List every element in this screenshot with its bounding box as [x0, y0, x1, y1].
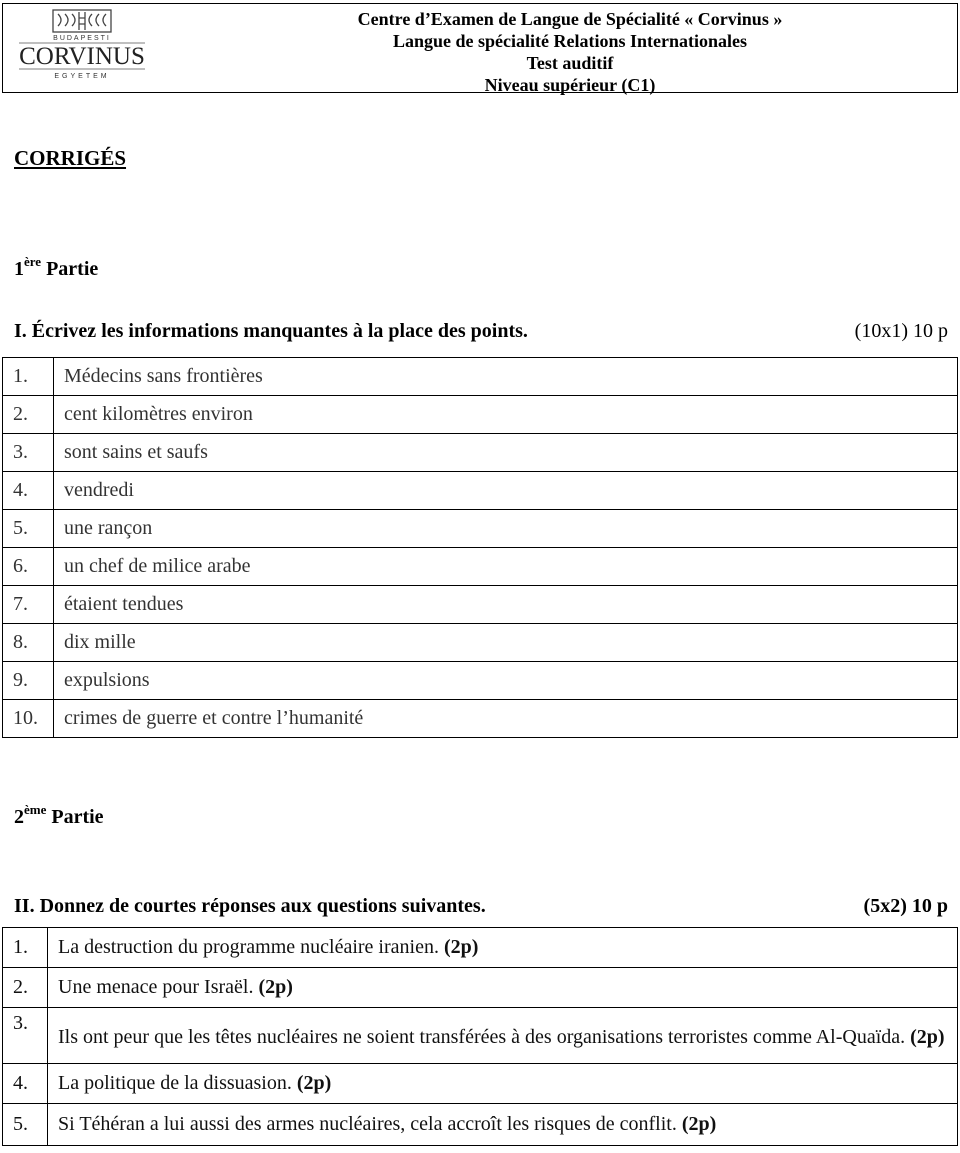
answer-text: Une menace pour Israël. [58, 976, 254, 998]
answer-score: (2p) [443, 936, 479, 958]
item-number: 3. [3, 1008, 48, 1064]
header-line-level: Niveau supérieur (C1) [484, 75, 656, 95]
item-answer [48, 928, 958, 968]
part-1-label: Partie [46, 258, 99, 280]
section-1-heading [14, 320, 948, 343]
section-1-points: (10x1) 10 p [854, 320, 948, 342]
part-2-number: 2 [14, 806, 24, 828]
item-answer: expulsions [54, 662, 958, 700]
item-number: 4. [3, 1064, 48, 1104]
item-number: 1. [3, 358, 54, 396]
item-number: 10. [3, 700, 54, 738]
item-answer [48, 968, 958, 1008]
table-row [3, 434, 958, 472]
item-answer: un chef de milice arabe [54, 548, 958, 586]
section-2-points: (5x2) 10 p [863, 895, 948, 917]
header-line-language: Langue de spécialité Relations Internationales [393, 31, 747, 51]
table-row [3, 1104, 958, 1146]
table-row [3, 396, 958, 434]
item-answer [48, 1104, 958, 1146]
item-answer: cent kilomètres environ [54, 396, 958, 434]
part-2-suffix: ème [24, 802, 47, 817]
item-number: 6. [3, 548, 54, 586]
item-number: 5. [3, 1104, 48, 1146]
item-answer: crimes de guerre et contre l’humanité [54, 700, 958, 738]
answers-table-2 [2, 927, 958, 1146]
part-1-suffix: ère [24, 254, 42, 269]
header-line-test: Test auditif [526, 53, 614, 73]
item-answer: sont sains et saufs [54, 434, 958, 472]
answer-text: Si Téhéran a lui aussi des armes nucléaires, cela accroît les risques de conflit. [58, 1113, 677, 1135]
table-row [3, 472, 958, 510]
table-row [3, 548, 958, 586]
item-number: 5. [3, 510, 54, 548]
item-number: 9. [3, 662, 54, 700]
logo-top-text: BUDAPESTI [53, 35, 111, 42]
answer-score: (2p) [296, 1072, 332, 1094]
part-2-heading [14, 802, 104, 829]
section-1-title: I. Écrivez les informations manquantes à la place des points. [14, 320, 528, 342]
table-row [3, 700, 958, 738]
item-number: 2. [3, 396, 54, 434]
item-number: 3. [3, 434, 54, 472]
part-1-heading [14, 254, 98, 281]
table-row [3, 510, 958, 548]
table-row [3, 358, 958, 396]
document-header [2, 3, 958, 93]
item-answer [48, 1008, 958, 1064]
item-answer: étaient tendues [54, 586, 958, 624]
answer-text: Ils ont peur que les têtes nucléaires ne soient transférées à des organisations terroristes comme Al-Quaïda. [58, 1026, 906, 1048]
logo-bottom-text: EGYETEM [54, 73, 110, 80]
answer-score: (2p) [681, 1113, 717, 1135]
table-row [3, 624, 958, 662]
corvinus-logo [13, 8, 151, 84]
item-number: 1. [3, 928, 48, 968]
answer-score: (2p) [910, 1026, 945, 1048]
item-answer: dix mille [54, 624, 958, 662]
table-row [3, 662, 958, 700]
item-answer: Médecins sans frontières [54, 358, 958, 396]
section-2-title: II. Donnez de courtes réponses aux questions suivantes. [14, 895, 486, 917]
table-row [3, 586, 958, 624]
item-number: 8. [3, 624, 54, 662]
part-2-label: Partie [51, 806, 104, 828]
item-number: 4. [3, 472, 54, 510]
section-2-heading [14, 895, 948, 918]
header-text [183, 8, 957, 96]
answer-score: (2p) [258, 976, 293, 998]
item-answer [48, 1064, 958, 1104]
table-row [3, 1008, 958, 1064]
item-number: 7. [3, 586, 54, 624]
table-row [3, 928, 958, 968]
answers-table-1 [2, 357, 958, 738]
table-row [3, 968, 958, 1008]
answer-text: La politique de la dissuasion. [58, 1072, 292, 1094]
answer-text: La destruction du programme nucléaire iranien. [58, 936, 439, 958]
crest-ornament-icon [53, 10, 111, 32]
table-row [3, 1064, 958, 1104]
item-answer: vendredi [54, 472, 958, 510]
logo-main-text: CORVINUS [19, 43, 145, 70]
part-1-number: 1 [14, 258, 24, 280]
item-answer: une rançon [54, 510, 958, 548]
header-line-center: Centre d’Examen de Langue de Spécialité « Corvinus » [357, 9, 783, 29]
item-number: 2. [3, 968, 48, 1008]
page-title: CORRIGÉS [14, 146, 127, 170]
